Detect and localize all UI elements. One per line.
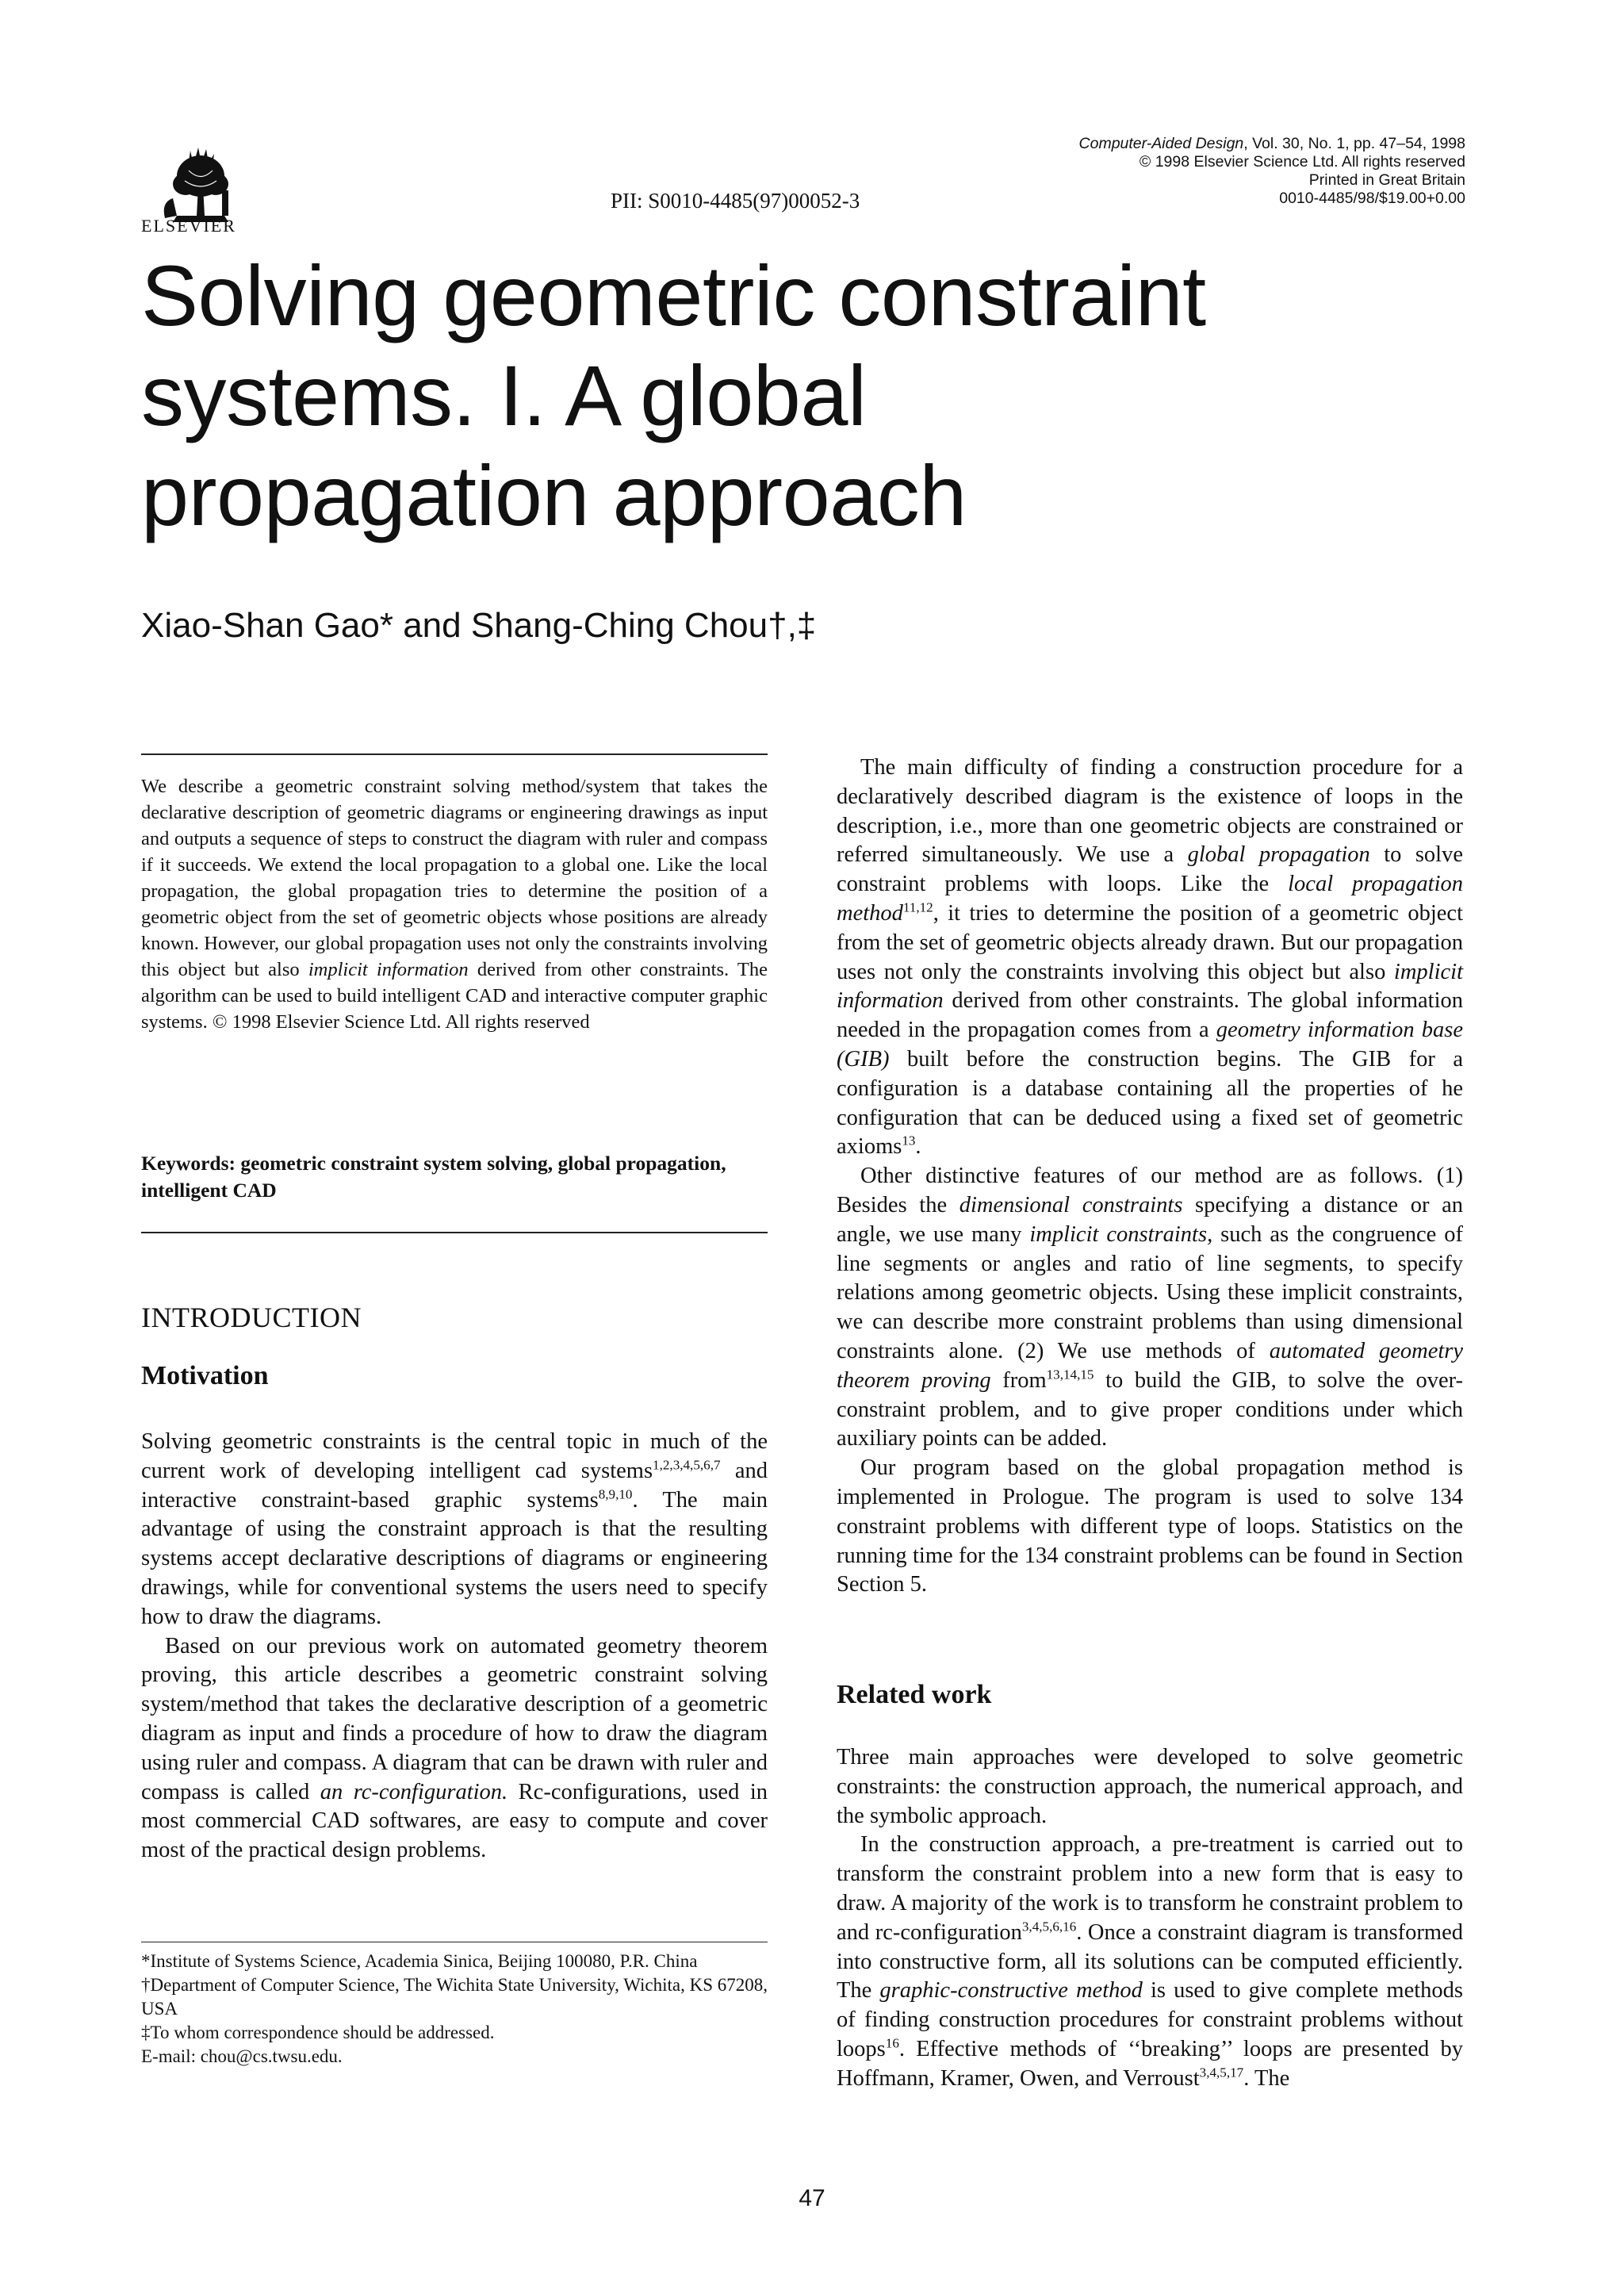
journal-meta	[1079, 135, 1465, 208]
text: , it tries to determine the position of a geometric object from the set of geometric objects already drawn. But our propagation uses not only the constraints involving this object but also	[837, 900, 1463, 984]
text: to solve constraint problems with loops. Like the	[837, 842, 1463, 897]
emphasis: geometry information base (GIB)	[837, 1018, 1463, 1072]
emphasis: implicit information	[837, 959, 1463, 1014]
emphasis: dimensional constraints	[959, 1192, 1183, 1217]
introduction-body	[141, 1428, 768, 1865]
paragraph: Three main approaches were developed to solve geometric constraints: the construction approach, the numerical approach, and the symbolic approach.	[837, 1745, 1463, 1828]
printed-line: Printed in Great Britain	[1308, 171, 1465, 189]
text: . The	[1243, 2065, 1290, 2091]
journal-name: Computer-Aided Design	[1078, 135, 1244, 152]
journal-citation	[1079, 135, 1465, 153]
abstract-text: We describe a geometric constraint solving method/system that takes the declarative description of geometric diagrams or engineering drawings as input and outputs a sequence of steps to construct the diagram with ruler and compass if it succeeds. We extend the local propagation to a global one. Like the local propagation, the global propagation tries to determine the position of a geometric object from the set of geometric objects whose positions are already known. However, our global propagation uses not only the constraints involving this object but also	[141, 776, 768, 980]
emphasis: an rc-configuration.	[320, 1779, 508, 1804]
abstract-text-end: derived from other constraints. The algorithm can be used to build intelligent CAD and interactive computer graphic systems. © 1998 Elsevier Science Ltd. All rights reserved	[141, 959, 768, 1033]
pii-code: PII: S0010-4485(97)00052-3	[611, 189, 860, 213]
text: derived from other constraints. The global information needed in the propagation comes from a	[837, 988, 1463, 1043]
footnote-affiliation-2: †Department of Computer Science, The Wichita State University, Wichita, KS 67208, USA	[141, 1975, 768, 2019]
paragraph	[837, 1831, 1463, 2093]
text: and interactive constraint-based graphic systems	[141, 1458, 768, 1513]
text: . The main advantage of using the constraint approach is that the resulting systems accept declarative descriptions of diagrams or engineering drawings, while for conventional systems the users need to specify how to draw the diagrams.	[141, 1487, 768, 1629]
emphasis: graphic-constructive method	[879, 1978, 1143, 2003]
text: Solving geometric constraints is the central topic in much of the current work of developing intelligent cad systems	[141, 1429, 768, 1483]
text: specifying a distance or an angle, we use many	[837, 1192, 1463, 1247]
journal-volume: , Vol. 30, No. 1, pp. 47–54, 1998	[1243, 135, 1465, 152]
text: such as the congruence of line segments or angles and ratio of line segments, to specify relations among geometric objects. Using these implicit constraints, we can describe more constraint problems than using dimensional constraints alone. (2) We use methods of	[837, 1221, 1463, 1363]
text: .	[915, 1134, 921, 1160]
abstract-top-rule	[141, 753, 768, 755]
paragraph: Our program based on the global propagation method is implemented in Prologue. The program is used to solve 134 constraint problems with different type of loops. Statistics on the running time for the 134 constraint problems can be found in Section Section 5.	[837, 1455, 1463, 1597]
text: Based on our previous work on automated geometry theorem proving, this article describes a geometric constraint solving system/method that takes the declarative description of a geometric diagram as input and finds a procedure of how to draw the diagram using ruler and compass. A diagram that can be drawn with ruler and compass is called	[141, 1633, 768, 1804]
keywords: Keywords: geometric constraint system solving, global propagation, intelligent CAD	[141, 1152, 726, 1202]
emphasis: local propagation method	[837, 872, 1463, 926]
citation-ref: 13,14,15	[1046, 1367, 1094, 1382]
text: is used to give complete methods of finding construction procedures for constraint problems without loops	[837, 1978, 1463, 2061]
emphasis: automated geometry theorem proving	[837, 1338, 1464, 1393]
paragraph	[837, 753, 1463, 1162]
title-line-1: Solving geometric constraint	[141, 247, 1206, 343]
citation-ref: 3,4,5,17	[1199, 2065, 1244, 2080]
title-line-2: systems. I. A global	[141, 347, 867, 443]
abstract-emphasis: implicit information	[308, 959, 469, 980]
copyright-line: © 1998 Elsevier Science Ltd. All rights reserved	[1139, 153, 1465, 171]
text: In the construction approach, a pre-treatment is carried out to transform the constraint problem into a new form that is easy to draw. A majority of the work is to transform he constraint problem to and rc-configuration	[837, 1832, 1463, 1945]
text: to build the GIB, to solve the over-constraint problem, and to give proper conditions under which auxiliary points can be added.	[837, 1367, 1464, 1451]
text: Other distinctive features of our method are as follows. (1) Besides the	[837, 1164, 1463, 1217]
subsection-heading-motivation: Motivation	[141, 1361, 269, 1390]
citation-ref: 8,9,10	[598, 1486, 633, 1502]
paragraph	[141, 1632, 768, 1865]
citation-ref: 3,4,5,6,16	[1021, 1919, 1077, 1934]
footnote-email: E-mail: chou@cs.twsu.edu.	[141, 2046, 343, 2066]
text: The main difficulty of finding a construction procedure for a declaratively described diagram is the existence of loops in the description, i.e., more than one geometric objects are constrained or referred simultaneously. We use a	[837, 755, 1463, 868]
abstract-bottom-rule	[141, 1232, 768, 1233]
emphasis: implicit constraints,	[1029, 1221, 1213, 1247]
paragraph	[141, 1428, 768, 1632]
related-work-body	[837, 1743, 1463, 2094]
text: from	[990, 1367, 1047, 1393]
citation-ref: 1,2,3,4,5,6,7	[653, 1457, 721, 1473]
citation-ref: 13	[902, 1133, 916, 1148]
text: built before the construction begins. The GIB for a configuration is a database containing all the properties of he configuration that can be deduced using a fixed set of geometric axioms	[837, 1046, 1463, 1160]
footnotes	[141, 1950, 768, 2069]
text: . Effective methods of ‘‘breaking’’ loops are presented by Hoffmann, Kramer, Owen, and Verroust	[837, 2036, 1463, 2091]
page-number: 47	[799, 2185, 825, 2211]
footnote-correspondence: ‡To whom correspondence should be addressed.	[141, 2023, 495, 2042]
citation-ref: 11,12	[902, 899, 933, 915]
paper-title	[141, 246, 1489, 546]
paragraph	[837, 1162, 1463, 1454]
emphasis: global propagation	[1187, 842, 1370, 868]
publisher-name: ELSEVIER	[141, 216, 236, 236]
title-line-3: propagation approach	[141, 447, 967, 543]
citation-ref: 16	[885, 2035, 899, 2051]
price-code: 0010-4485/98/$19.00+0.00	[1279, 190, 1465, 207]
text: . Once a constraint diagram is transformed into constructive form, all its solutions can be computed efficiently. The	[837, 1919, 1463, 2003]
footnote-affiliation-1: *Institute of Systems Science, Academia Sinica, Beijing 100080, P.R. China	[141, 1951, 698, 1971]
abstract	[141, 773, 768, 1035]
right-column-body	[837, 753, 1463, 1600]
authors: Xiao-Shan Gao* and Shang-Ching Chou†,‡	[141, 606, 817, 645]
text: Rc-configurations, used in most commercial CAD softwares, are easy to compute and cover most of the practical design problems.	[141, 1779, 768, 1863]
subsection-heading-related-work: Related work	[837, 1680, 992, 1709]
section-heading-introduction: INTRODUCTION	[141, 1302, 362, 1333]
